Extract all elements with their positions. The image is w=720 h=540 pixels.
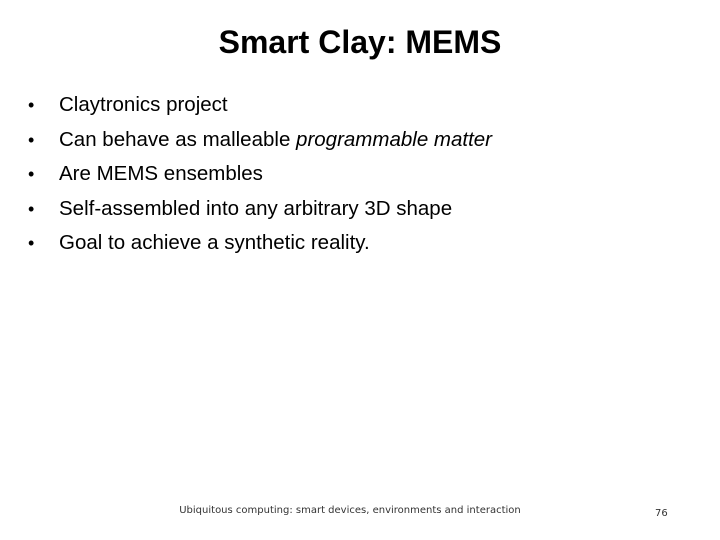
bullet-text: Self-assembled into any arbitrary 3D shape [59, 196, 453, 220]
bullet-text: Are MEMS ensembles [59, 162, 263, 185]
bullet-text: Goal to achieve a synthetic reality. [59, 231, 370, 254]
bullet-item [28, 88, 492, 123]
bullet-text: Claytronics project [59, 93, 228, 116]
bullet-mark: • [28, 164, 35, 184]
bullet-emphasis: programmable matter [296, 127, 493, 151]
bullet-mark: • [28, 198, 35, 219]
bullet-item [28, 226, 492, 261]
bullet-item [28, 123, 492, 158]
bullet-mark: • [28, 233, 35, 253]
slide-title: Smart Clay: MEMS [218, 24, 502, 60]
bullet-mark: • [28, 129, 35, 150]
bullet-list [28, 88, 492, 261]
page-number: 76 [655, 508, 668, 519]
slide-footer: Ubiquitous computing: smart devices, environments and interaction [179, 505, 521, 516]
bullet-item [28, 192, 492, 227]
bullet-text: Can behave as malleable [59, 127, 297, 151]
bullet-item [28, 157, 492, 192]
bullet-mark: • [28, 95, 35, 115]
